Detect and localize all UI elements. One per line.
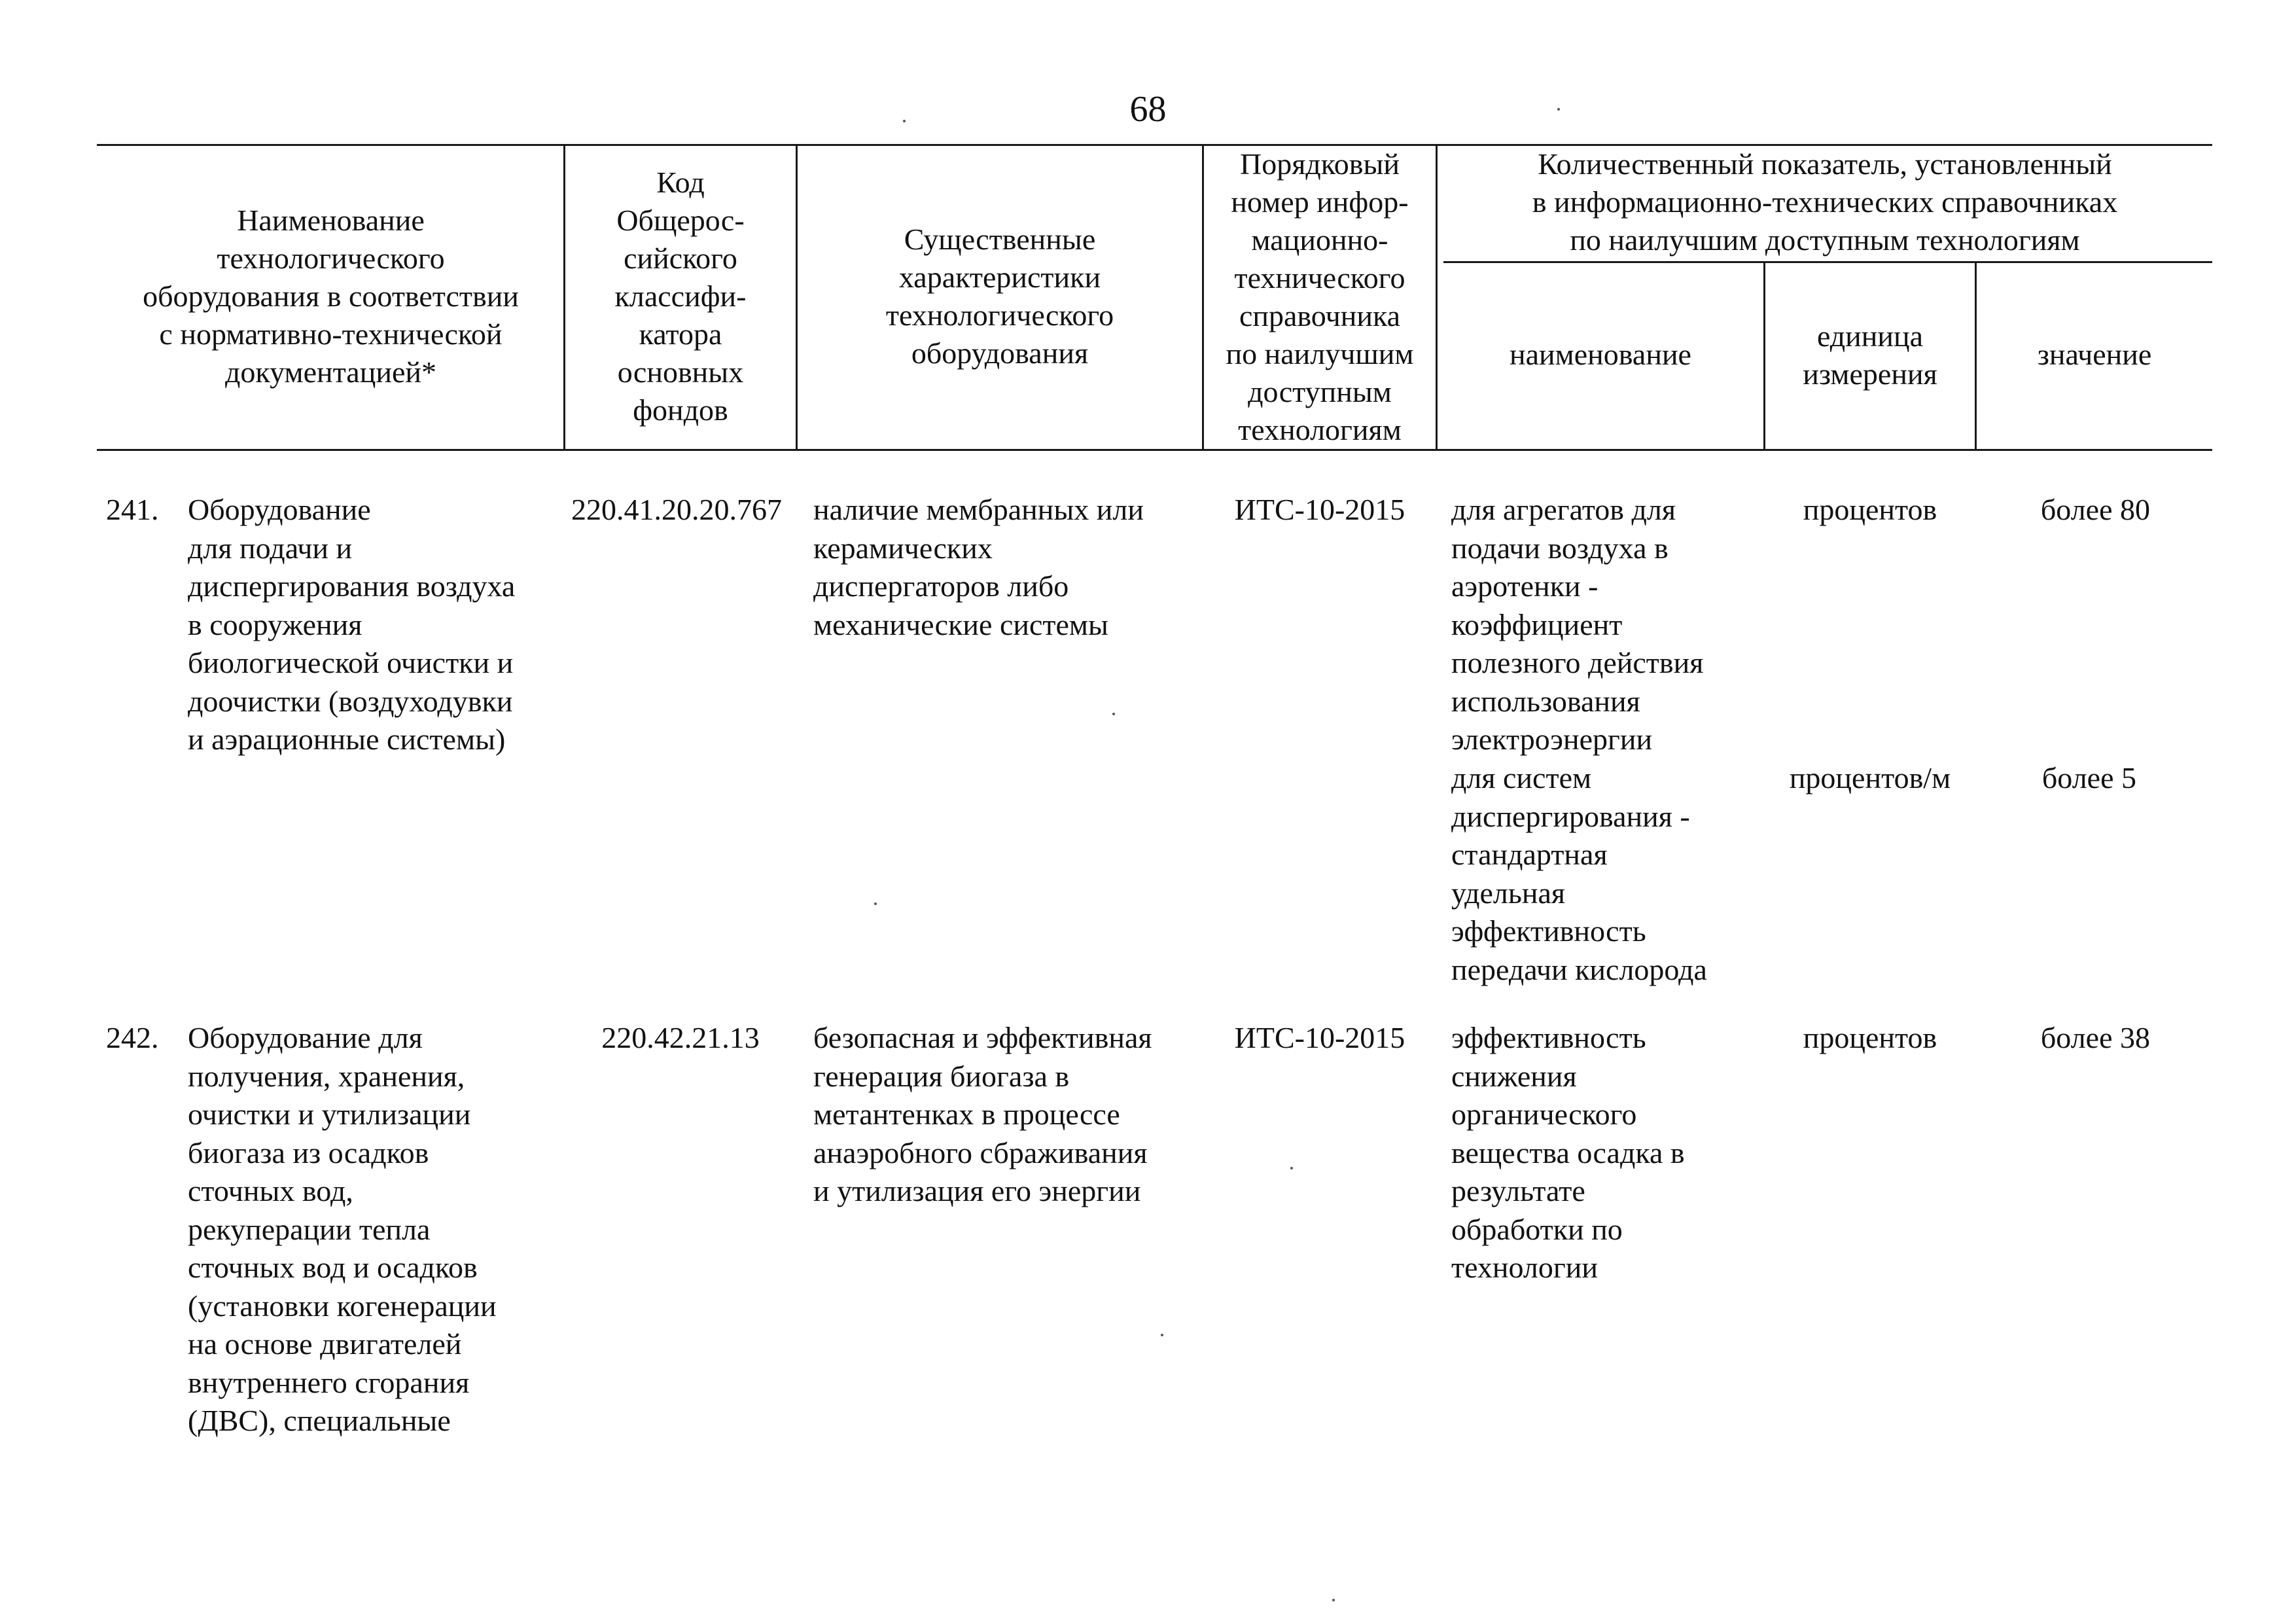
row-241-indicator-2-name: для систем диспергирования - стандартная удельная эффективность передачи кислорода — [1451, 761, 1707, 986]
header-quantitative-indicator: Количественный показатель, установленный в информационно-технических справочниках по наилучшим доступным технологиям — [1532, 147, 2118, 257]
row-241-reference: ИТС-10-2015 — [1234, 493, 1405, 526]
row-242-characteristics: безопасная и эффективная генерация биогаза в метантенках в процессе анаэробного сбраживания и утилизация его энергии — [813, 1021, 1152, 1207]
row-241-number: 241. — [106, 493, 159, 526]
scan-speck — [903, 120, 906, 122]
scan-speck — [874, 902, 877, 905]
row-241-equipment-name: Оборудование для подачи и диспергирования воздуха в сооружения биологической очистки и доочистки (воздуходувки и аэрационные системы) — [188, 493, 516, 756]
header-equipment-name: Наименование технологического оборудования в соответствии с нормативно-технической документацией* — [143, 204, 519, 389]
row-242-number: 242. — [106, 1021, 159, 1054]
scan-speck — [1557, 108, 1560, 111]
row-242-classifier-code: 220.42.21.13 — [601, 1021, 760, 1054]
header-characteristics: Существенные характеристики технологического оборудования — [885, 223, 1114, 370]
header-reference-number: Порядковый номер инфор- мационно- технического справочника по наилучшим доступным технологиям — [1226, 147, 1414, 446]
indicator-subheader-rule — [1443, 261, 2212, 263]
header-indicator-unit: единица измерения — [1803, 319, 1937, 391]
row-241-indicator-1-unit: процентов — [1803, 493, 1937, 526]
scan-speck — [1332, 1599, 1335, 1601]
row-242-indicator-1-value: более 38 — [2040, 1021, 2150, 1054]
row-241-indicator-1-name: для агрегатов для подачи воздуха в аэротенки - коэффициент полезного действия использования электроэнергии — [1451, 493, 1704, 756]
row-241-characteristics: наличие мембранных или керамических диспергаторов либо механические системы — [813, 493, 1144, 641]
row-241-classifier-code: 220.41.20.20.767 — [571, 493, 782, 526]
header-bottom-rule — [97, 449, 2212, 451]
header-indicator-value: значение — [2037, 338, 2152, 371]
row-241-indicator-1-value: более 80 — [2040, 493, 2150, 526]
row-242-equipment-name: Оборудование для получения, хранения, очистки и утилизации биогаза из осадков сточных вод, рекуперации тепла сточных вод и осадков (установки когенерации на основе двигателей внутреннего сгорания (ДВС), специальные — [188, 1021, 497, 1437]
header-classifier-code: Код Общерос- сийского классифи- катора основных фондов — [614, 166, 747, 427]
scan-speck — [1290, 1167, 1293, 1169]
header-indicator-name: наименование — [1510, 338, 1691, 371]
scan-speck — [1161, 1334, 1163, 1336]
row-242-indicator-1-unit: процентов — [1803, 1021, 1937, 1054]
row-242-reference: ИТС-10-2015 — [1234, 1021, 1405, 1054]
page-number: 68 — [1129, 89, 1167, 130]
row-242-indicator-1-name: эффективность снижения органического вещества осадка в результате обработки по технологии — [1451, 1021, 1685, 1284]
row-241-indicator-2-unit: процентов/м — [1789, 761, 1951, 794]
row-241-indicator-2-value: более 5 — [2041, 761, 2136, 794]
scan-speck — [1112, 713, 1115, 715]
